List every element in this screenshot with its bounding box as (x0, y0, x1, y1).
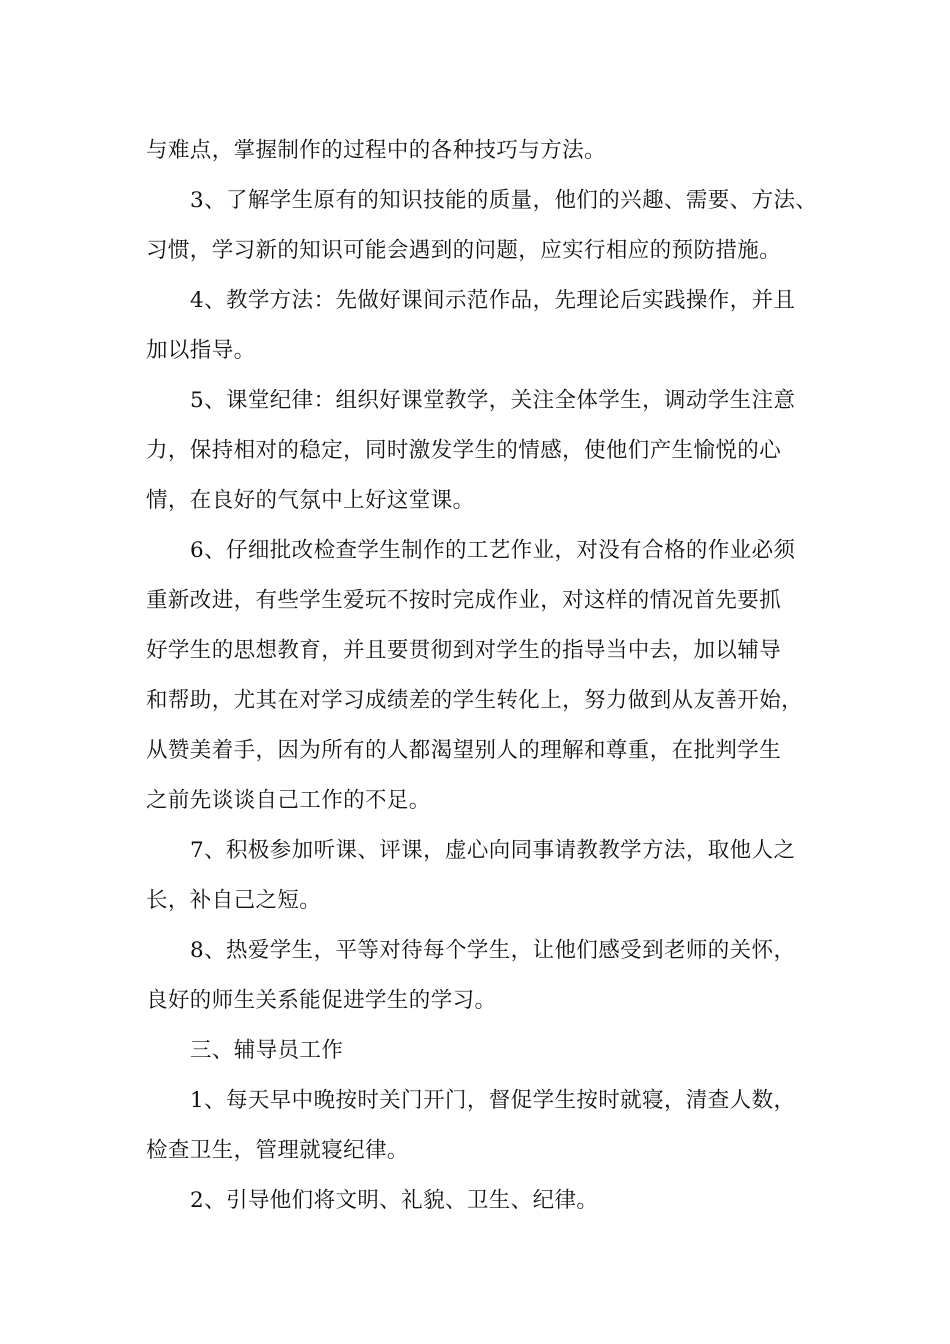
text-line: 好学生的思想教育，并且要贯彻到对学生的指导当中去，加以辅导 (146, 638, 782, 663)
text-line: 2、引导他们将文明、礼貌、卫生、纪律。 (190, 1188, 599, 1213)
text-line: 习惯，学习新的知识可能会遇到的问题，应实行相应的预防措施。 (146, 238, 782, 263)
text-line: 8、热爱学生，平等对待每个学生，让他们感受到老师的关怀， (190, 938, 796, 963)
text-line: 和帮助，尤其在对学习成绩差的学生转化上，努力做到从友善开始， (146, 688, 804, 713)
text-line: 与难点，掌握制作的过程中的各种技巧与方法。 (146, 138, 606, 163)
section-heading: 三、辅导员工作 (190, 1038, 344, 1063)
text-line: 力，保持相对的稳定，同时激发学生的情感，使他们产生愉悦的心 (146, 438, 782, 463)
text-line: 从赞美着手，因为所有的人都渴望别人的理解和尊重，在批判学生 (146, 738, 782, 763)
text-line: 检查卫生，管理就寝纪律。 (146, 1138, 409, 1163)
text-line: 4、教学方法：先做好课间示范作品，先理论后实践操作，并且 (190, 288, 796, 313)
text-line: 重新改进，有些学生爱玩不按时完成作业，对这样的情况首先要抓 (146, 588, 782, 613)
text-line: 良好的师生关系能促进学生的学习。 (146, 988, 497, 1013)
text-line: 长，补自己之短。 (146, 888, 322, 913)
text-line: 1、每天早中晚按时关门开门，督促学生按时就寝，清查人数， (190, 1088, 796, 1113)
text-line: 5、课堂纪律：组织好课堂教学，关注全体学生，调动学生注意 (190, 388, 796, 413)
text-line: 之前先谈谈自己工作的不足。 (146, 788, 431, 813)
text-line: 6、仔细批改检查学生制作的工艺作业，对没有合格的作业必须 (190, 538, 796, 563)
text-line: 3、了解学生原有的知识技能的质量，他们的兴趣、需要、方法、 (190, 188, 818, 213)
text-line: 情，在良好的气氛中上好这堂课。 (146, 488, 475, 513)
text-line: 7、积极参加听课、评课，虚心向同事请教教学方法，取他人之 (190, 838, 796, 863)
text-line: 加以指导。 (146, 338, 256, 363)
